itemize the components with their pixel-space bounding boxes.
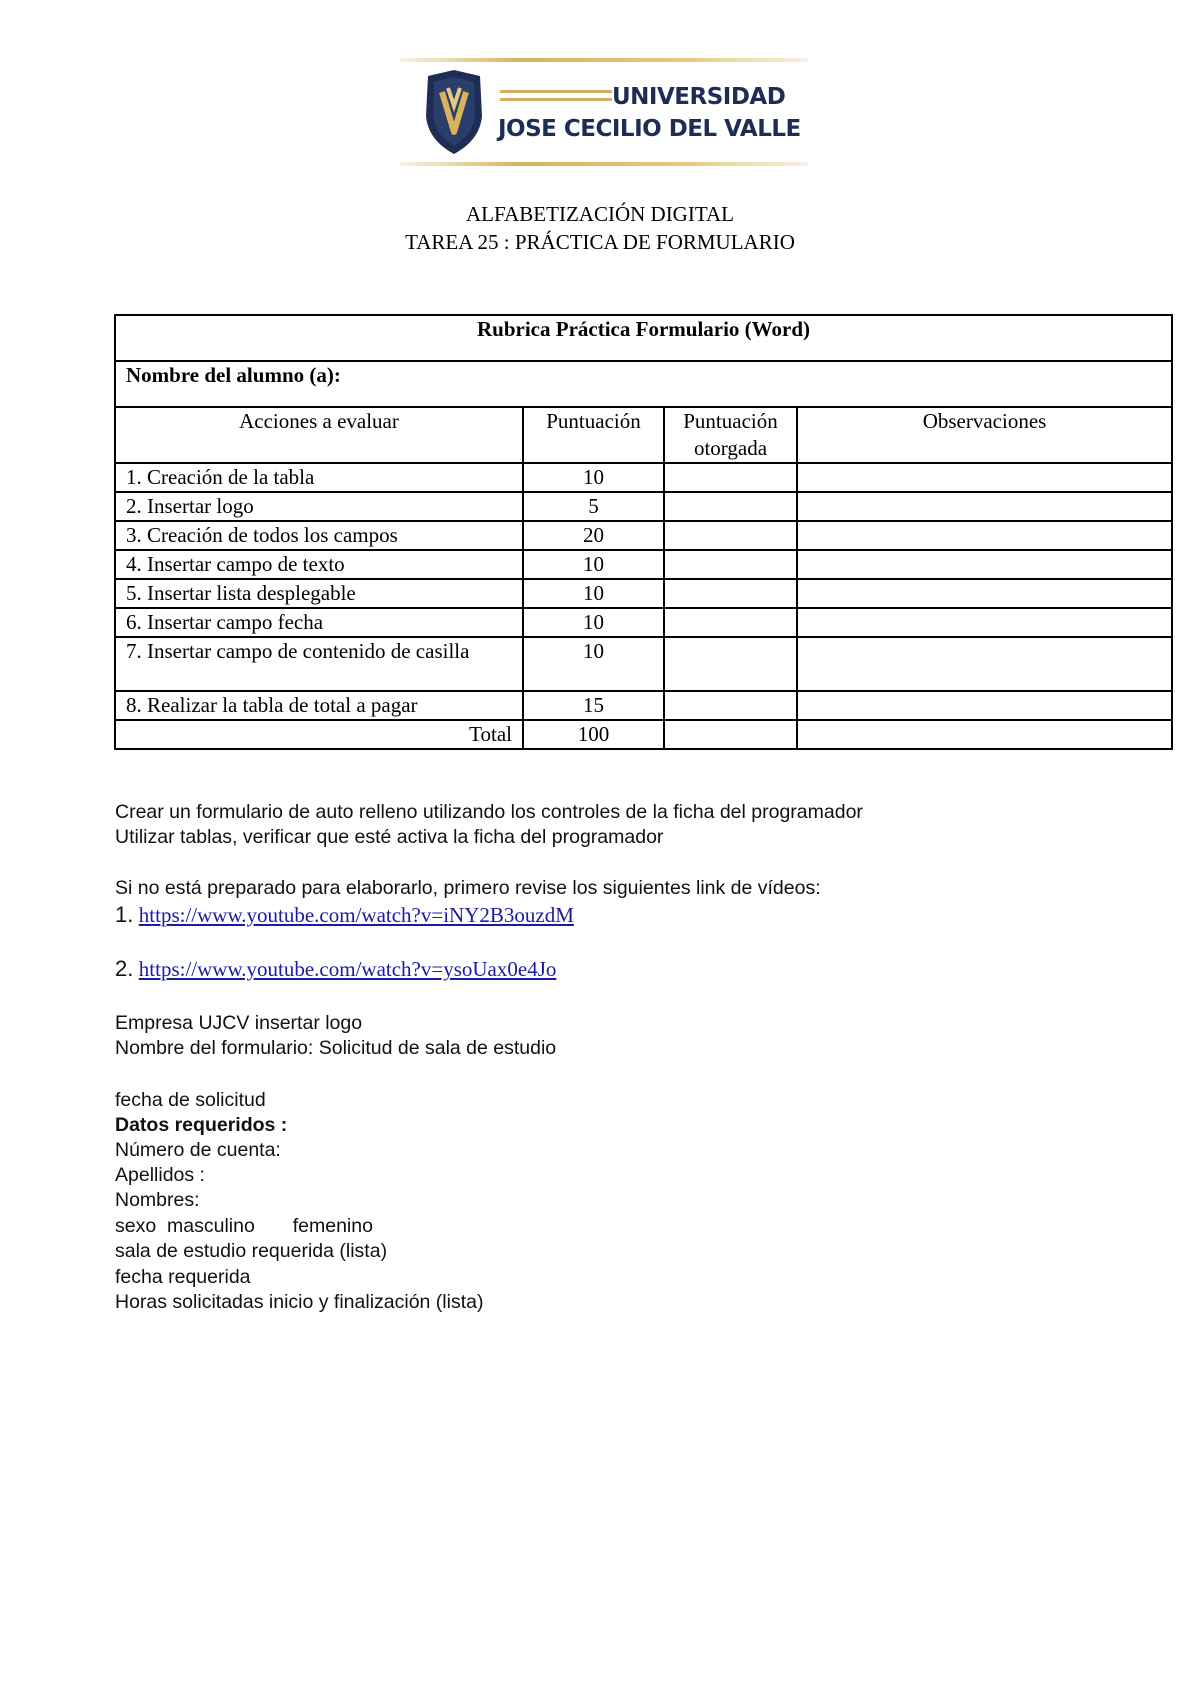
required-data-heading: Datos requeridos : <box>115 1114 288 1136</box>
awarded-cell <box>664 521 797 550</box>
observations-cell <box>797 608 1172 637</box>
points-cell: 10 <box>523 637 664 691</box>
points-cell: 20 <box>523 521 664 550</box>
column-header-points: Puntuación <box>523 407 664 463</box>
observations-cell <box>797 550 1172 579</box>
action-cell: 7. Insertar campo de contenido de casilla <box>115 637 523 691</box>
total-points: 100 <box>523 720 664 749</box>
action-cell: 1. Creación de la tabla <box>115 463 523 492</box>
student-name-label: Nombre del alumno (a): <box>115 361 1172 407</box>
observations-cell <box>797 463 1172 492</box>
logo-text-line1: UNIVERSIDAD <box>612 84 786 110</box>
field-line: Número de cuenta: <box>115 1139 281 1161</box>
awarded-cell <box>664 720 797 749</box>
field-line: fecha requerida <box>115 1266 251 1288</box>
video-link-item <box>115 902 574 930</box>
action-cell: 2. Insertar logo <box>115 492 523 521</box>
awarded-cell <box>664 691 797 720</box>
observations-cell <box>797 521 1172 550</box>
table-row <box>115 492 1172 521</box>
points-cell: 10 <box>523 608 664 637</box>
awarded-cell <box>664 637 797 691</box>
awarded-cell <box>664 550 797 579</box>
logo-accent-line <box>500 90 612 93</box>
points-cell: 10 <box>523 550 664 579</box>
action-cell: 6. Insertar campo fecha <box>115 608 523 637</box>
points-cell: 10 <box>523 579 664 608</box>
video-link[interactable]: https://www.youtube.com/watch?v=iNY2B3ouzdM <box>138 903 574 927</box>
logo-accent-line <box>500 98 612 101</box>
observations-cell <box>797 637 1172 691</box>
action-cell: 4. Insertar campo de texto <box>115 550 523 579</box>
column-header-awarded: Puntuación otorgada <box>664 407 797 463</box>
list-number: 1. <box>115 902 134 927</box>
list-number: 2. <box>115 956 134 981</box>
rubric-table <box>114 314 1173 750</box>
logo-top-band <box>400 58 808 62</box>
awarded-cell <box>664 463 797 492</box>
total-label: Total <box>115 720 523 749</box>
awarded-cell <box>664 579 797 608</box>
logo-bottom-band <box>400 162 808 166</box>
shield-icon <box>422 70 486 154</box>
observations-cell <box>797 492 1172 521</box>
instruction-line: Utilizar tablas, verificar que esté activa la ficha del programador <box>115 826 664 848</box>
university-logo <box>400 58 808 170</box>
table-row <box>115 691 1172 720</box>
request-date-line: fecha de solicitud <box>115 1089 266 1111</box>
company-line: Empresa UJCV insertar logo <box>115 1012 363 1034</box>
table-row <box>115 463 1172 492</box>
field-line: sexo masculino femenino <box>115 1215 373 1237</box>
points-cell: 10 <box>523 463 664 492</box>
table-row <box>115 550 1172 579</box>
observations-cell <box>797 579 1172 608</box>
document-subtitle: TAREA 25 : PRÁCTICA DE FORMULARIO <box>405 230 795 254</box>
awarded-cell <box>664 608 797 637</box>
instruction-line: Crear un formulario de auto relleno utilizando los controles de la ficha del programador <box>115 801 863 823</box>
column-header-actions: Acciones a evaluar <box>115 407 523 463</box>
action-cell: 5. Insertar lista desplegable <box>115 579 523 608</box>
points-cell: 15 <box>523 691 664 720</box>
action-cell: 3. Creación de todos los campos <box>115 521 523 550</box>
table-row <box>115 608 1172 637</box>
field-line: Apellidos : <box>115 1164 205 1186</box>
observations-cell <box>797 720 1172 749</box>
observations-cell <box>797 691 1172 720</box>
total-row <box>115 720 1172 749</box>
video-link[interactable]: https://www.youtube.com/watch?v=ysoUax0e4Jo <box>138 957 557 981</box>
table-row <box>115 521 1172 550</box>
column-header-observations: Observaciones <box>797 407 1172 463</box>
video-link-item <box>115 956 556 984</box>
rubric-title: Rubrica Práctica Formulario (Word) <box>115 315 1172 361</box>
document-title: ALFABETIZACIÓN DIGITAL <box>466 202 734 226</box>
table-row <box>115 579 1172 608</box>
logo-text-line2: JOSE CECILIO DEL VALLE <box>498 116 801 142</box>
table-row <box>115 637 1172 691</box>
form-name-line: Nombre del formulario: Solicitud de sala de estudio <box>115 1037 557 1059</box>
points-cell: 5 <box>523 492 664 521</box>
action-cell: 8. Realizar la tabla de total a pagar <box>115 691 523 720</box>
instruction-line: Si no está preparado para elaborarlo, primero revise los siguientes link de vídeos: <box>115 877 821 899</box>
field-line: sala de estudio requerida (lista) <box>115 1240 388 1262</box>
awarded-cell <box>664 492 797 521</box>
field-line: Nombres: <box>115 1189 200 1211</box>
field-line: Horas solicitadas inicio y finalización (lista) <box>115 1291 484 1313</box>
